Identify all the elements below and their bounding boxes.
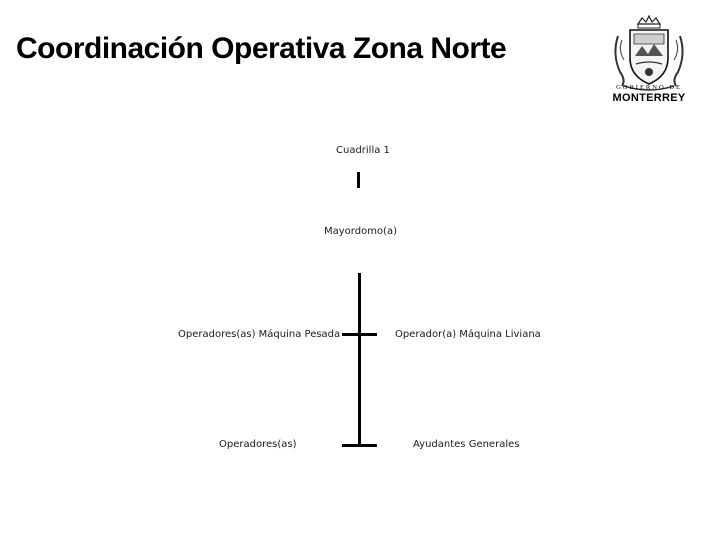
connector-branch-upper	[342, 333, 377, 336]
connector-trunk	[358, 273, 361, 447]
node-cuadrilla: Cuadrilla 1	[336, 145, 390, 156]
node-ayudantes-generales: Ayudantes Generales	[413, 439, 520, 450]
node-operadores: Operadores(as)	[219, 439, 297, 450]
connector-branch-lower	[342, 444, 377, 447]
logo-subtitle: GOBIERNO DE	[616, 84, 682, 91]
connector-top	[357, 172, 360, 188]
logo-name: MONTERREY	[612, 92, 686, 104]
page-title: Coordinación Operativa Zona Norte	[16, 32, 507, 65]
node-operador-maquina-liviana: Operador(a) Máquina Liviana	[395, 329, 541, 340]
node-operadores-maquina-pesada: Operadores(as) Máquina Pesada	[178, 329, 341, 340]
node-mayordomo: Mayordomo(a)	[324, 226, 397, 237]
